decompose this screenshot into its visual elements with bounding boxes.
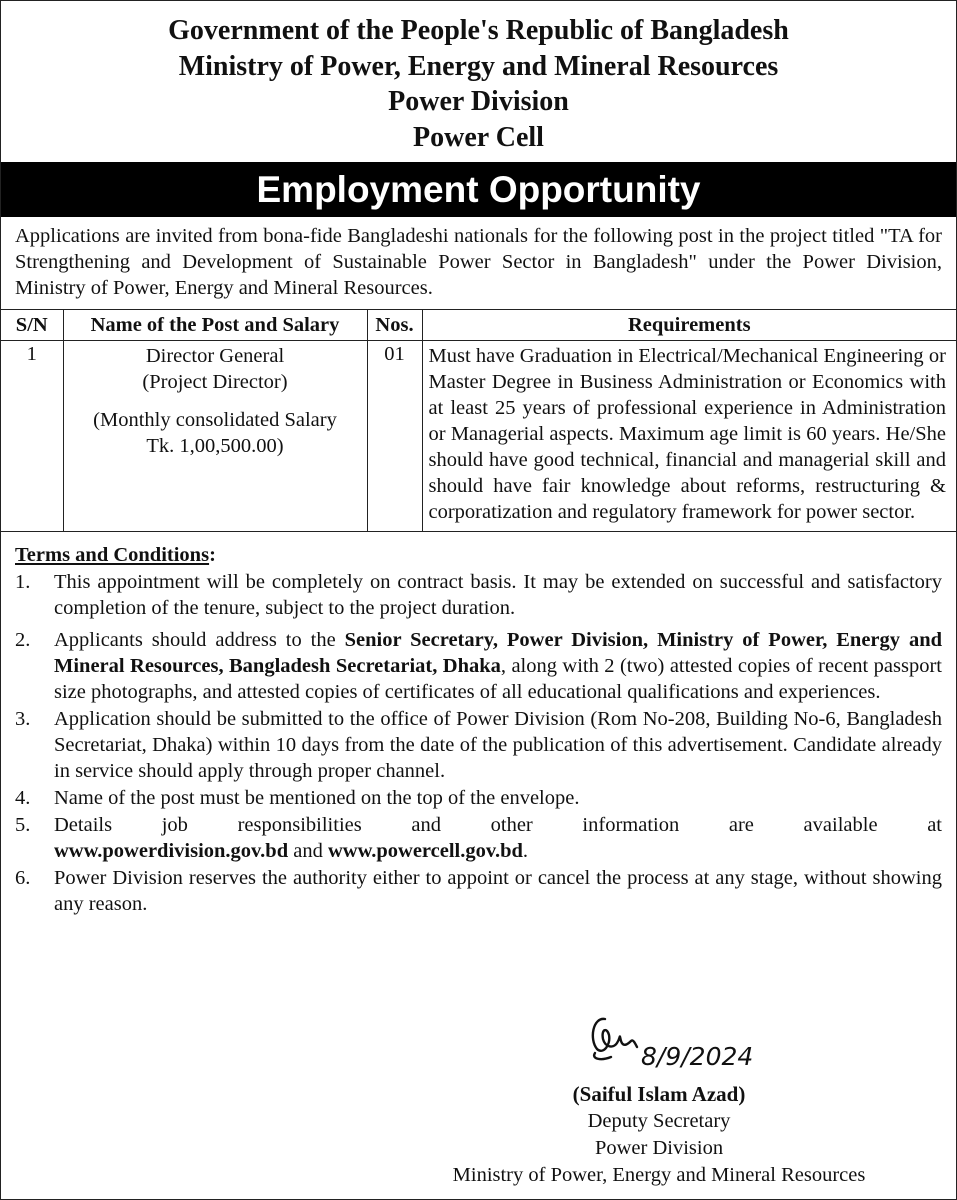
item-text-cont: , along with 2 (two) attested copies of recent passport size photographs, and attested copies of certificates of all educational qualifications and experiences. — [54, 655, 942, 703]
list-item — [15, 569, 942, 621]
terms-list — [15, 569, 942, 917]
item-text: Application should be submitted to the office of Power Division (Rom No-208, Building No-6, Bangladesh Secretariat, Dhaka) within 10 days from the date of the publication of this advertisement. Candidate already in service should apply through proper channel. — [54, 708, 942, 782]
header-nos: Nos. — [367, 310, 422, 341]
and-text: and — [288, 840, 328, 862]
government-title: Government of the People's Republic of Bangladesh — [168, 15, 789, 46]
letterhead — [1, 1, 956, 155]
post-title: Director General — [145, 345, 285, 367]
header-requirements: Requirements — [422, 310, 956, 341]
list-item — [15, 785, 942, 811]
item-address-bold: Senior Secretary, Power Division, Ministry of Power, Energy and Mineral Resources, Bangladesh Secretariat, Dhaka — [54, 629, 943, 677]
item-number: 4. — [15, 787, 31, 809]
page-title-banner: Employment Opportunity — [1, 162, 956, 217]
table-row — [1, 341, 956, 532]
handwritten-signature — [561, 1009, 781, 1079]
division-title: Power Division — [388, 86, 569, 117]
header-sn: S/N — [1, 310, 63, 341]
table-header-row — [1, 310, 956, 341]
ministry-title: Ministry of Power, Energy and Mineral Resources — [178, 50, 779, 82]
powerdivision-link[interactable]: www.powerdivision.gov.bd — [54, 840, 289, 862]
item-number: 3. — [15, 708, 31, 730]
terms-heading — [15, 542, 942, 568]
item-text: Power Division reserves the authority either to appoint or cancel the process at any stage, without showing any reason. — [54, 867, 942, 915]
intro-paragraph: Applications are invited from bona-fide Bangladeshi nationals for the following post in the project titled "TA for Strengthening and Development of Sustainable Power Sector in Bangladesh" under the Power Division, Ministry of Power, Energy and Mineral Resources. — [15, 225, 942, 299]
salary-amount: Tk. 1,00,500.00) — [146, 435, 284, 457]
terms-section — [15, 542, 942, 917]
signatory-ministry: Ministry of Power, Energy and Mineral Resources — [452, 1164, 866, 1186]
item-number: 1. — [15, 571, 31, 593]
period-text: . — [522, 840, 529, 862]
header-post: Name of the Post and Salary — [63, 310, 367, 341]
salary-label: (Monthly consolidated Salary — [93, 409, 337, 431]
cell-title: Power Cell — [413, 121, 544, 153]
list-item — [15, 865, 942, 917]
list-item — [15, 627, 942, 705]
item-links — [54, 838, 942, 864]
item-text: Applicants should address to the — [54, 629, 345, 651]
item-text: Details job responsibilities and other information are available at — [54, 814, 942, 836]
item-text: Name of the post must be mentioned on the top of the envelope. — [54, 787, 580, 809]
item-number: 5. — [15, 814, 31, 836]
post-subtitle: (Project Director) — [142, 371, 288, 393]
item-number: 2. — [15, 629, 31, 651]
item-number: 6. — [15, 867, 31, 889]
cell-post — [63, 341, 367, 532]
list-item — [15, 812, 942, 864]
posts-table — [1, 309, 956, 532]
signatory-designation: Deputy Secretary — [587, 1110, 731, 1132]
signature-image — [561, 1009, 781, 1079]
signatory-division: Power Division — [594, 1137, 724, 1159]
terms-title: Terms and Conditions — [15, 544, 210, 566]
item-text: This appointment will be completely on contract basis. It may be extended on successful and satisfactory completion of the tenure, subject to the project duration. — [54, 571, 942, 619]
signatory-name: (Saiful Islam Azad) — [572, 1082, 746, 1106]
signoff-block — [401, 1081, 917, 1189]
list-item — [15, 706, 942, 784]
terms-colon: : — [209, 544, 216, 566]
signature-date: 8/9/2024 — [641, 1042, 754, 1071]
cell-nos: 01 — [367, 341, 422, 532]
cell-requirements: Must have Graduation in Electrical/Mechanical Engineering or Master Degree in Business Administration or Economics with at least 25 years of professional experience in Administration or Managerial aspects. Maximum age limit is 60 years. He/She should have good technical, financial and managerial skill and should have fair knowledge about reforms, restructuring & corporatization and regulatory framework for power sector. — [422, 341, 956, 532]
powercell-link[interactable]: www.powercell.gov.bd — [327, 840, 523, 862]
cell-sn: 1 — [1, 341, 63, 532]
